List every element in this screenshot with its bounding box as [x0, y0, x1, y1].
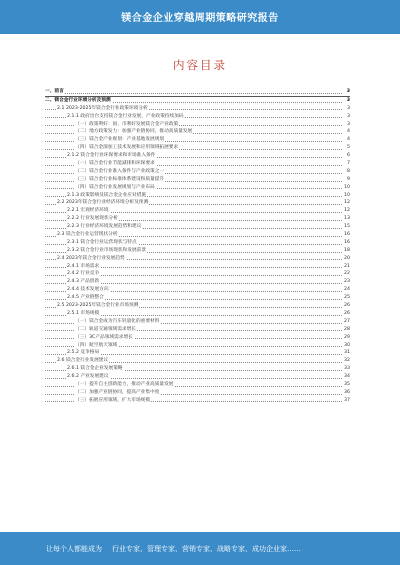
toc-entry-label: 2.4.5 产业链整合 — [67, 295, 104, 301]
toc-entry-page: 29 — [344, 334, 350, 340]
toc-entry[interactable] — [45, 247, 350, 255]
toc-entry-page: 23 — [344, 279, 350, 285]
toc-entry-label: 2.4.1 市场需求 — [67, 263, 100, 269]
toc-entry[interactable] — [45, 136, 350, 144]
toc-entry-page: 12 — [344, 200, 350, 206]
toc-entry[interactable] — [45, 334, 350, 342]
toc-entry[interactable] — [45, 349, 350, 357]
toc-entry-page: 30 — [344, 342, 350, 348]
toc-entry-page: 6 — [347, 153, 350, 159]
toc-entry-label: 2.2.3 行业经济环境发展趋势和建议 — [67, 224, 142, 230]
toc-entry-label: （四）镁合金行业发展规划与产业布局 — [75, 184, 155, 190]
toc-entry-page: 7 — [347, 161, 350, 167]
toc-entry-page: 18 — [344, 247, 350, 253]
toc-leader-dots — [45, 93, 342, 94]
toc-entry-label: 2.5.1 市场规模 — [67, 310, 100, 316]
toc-entry-label: 2.1.2 镁合金行业环保要求和市场准入条件 — [67, 153, 156, 159]
toc-entry-label: （四）镁合金深加工技术发展和应用领域拓展要求 — [75, 145, 179, 151]
toc-title: 内容目录 — [173, 58, 227, 72]
toc-entry-label: （二）轨道交通领域需求增长 — [75, 326, 136, 332]
toc-entry-label: 2.1.1 政府出台支持镁合金行业发展，产业政策持续加码 — [67, 113, 184, 119]
toc-entry-label: （一）镁合金行业节能减排和环保要求 — [75, 161, 155, 167]
toc-entry-page: 27 — [344, 318, 350, 324]
toc-entry-page: 22 — [344, 271, 350, 277]
toc-entry-label: 2.4.4 技术发展方向 — [67, 287, 109, 293]
toc-entry[interactable] — [45, 397, 350, 405]
toc-entry-label: 2.3.1 镁合金行业运营现状与特点 — [67, 239, 137, 245]
toc-entry-label: （一）镁合金成为汽车轻量化的重要材料 — [75, 318, 160, 324]
toc-entry[interactable] — [45, 310, 350, 318]
toc-entry[interactable] — [45, 113, 350, 121]
toc-entry-label: 2.6.2 产业发展建议 — [67, 374, 109, 380]
toc-entry-label: 2.6.1 镁合金企业发展策略 — [67, 366, 123, 372]
toc-entry[interactable] — [45, 278, 350, 286]
toc-entry[interactable] — [45, 144, 350, 152]
toc-entry-label: 一、前言 — [45, 89, 64, 94]
toc-entry-label: 2.5.2 竞争格局 — [67, 350, 100, 356]
toc-entry[interactable] — [45, 184, 350, 192]
toc-entry-label: 2.4.2 行业竞争 — [67, 271, 100, 277]
toc-entry[interactable] — [45, 231, 350, 239]
toc-entry-page: 16 — [344, 239, 350, 245]
toc-entry-page: 5 — [347, 145, 350, 151]
toc-entry-page: 25 — [344, 295, 350, 301]
toc-entry[interactable] — [45, 326, 350, 334]
toc-entry[interactable] — [45, 160, 350, 168]
footer-lead: 让每个人都能成为 — [46, 545, 102, 553]
toc-entry-page: 26 — [344, 303, 350, 309]
toc-entry-page: 28 — [344, 326, 350, 332]
toc-entry[interactable] — [45, 365, 350, 373]
toc-entry-page: 3 — [346, 89, 350, 94]
toc-entry[interactable] — [45, 302, 350, 310]
toc-entry-page: 10 — [344, 192, 350, 198]
toc-entry-page: 36 — [344, 389, 350, 395]
toc-entry-page: 37 — [344, 397, 350, 403]
toc-entry-page: 4 — [347, 129, 350, 135]
toc-entry[interactable] — [45, 270, 350, 278]
toc-entry-page: 26 — [344, 310, 350, 316]
toc-entry-label: 2.2.1 宏观经济环境 — [67, 208, 109, 214]
toc-entry[interactable] — [45, 168, 350, 176]
toc-entry[interactable] — [45, 286, 350, 294]
toc-entry[interactable] — [45, 96, 350, 105]
toc-entry[interactable] — [45, 294, 350, 302]
toc-entry[interactable] — [45, 152, 350, 160]
toc-entry-label: （三）3C产品领域需求增长 — [75, 334, 133, 340]
toc-entry[interactable] — [45, 88, 350, 96]
toc-entry[interactable] — [45, 255, 350, 263]
toc-entry[interactable] — [45, 381, 350, 389]
toc-entry-label: 2.5 2023-2025年镁合金行业市场预测 — [57, 303, 139, 309]
footer-roles: 行业专家、管理专家、营销专家、战略专家、成功企业家…… — [112, 545, 301, 553]
toc-entry-page: 16 — [344, 232, 350, 238]
toc-entry-label: 2.4 2023年镁合金行业发展趋势 — [57, 255, 125, 261]
toc-entry-page: 3 — [346, 97, 350, 103]
toc-entry-page: 10 — [344, 184, 350, 190]
toc-entry-page: 34 — [344, 374, 350, 380]
toc-entry-label: （三）拓展应用领域，扩大市场规模 — [75, 397, 151, 403]
toc-entry-label: （二）地方政策发力：加强产业链协同，推动高质量发展 — [75, 129, 193, 135]
report-title: 镁合金企业穿越周期策略研究报告 — [121, 13, 279, 24]
toc-entry[interactable] — [45, 373, 350, 381]
toc-entry-page: 21 — [344, 263, 350, 269]
toc-entry-label: 2.1 2023-2025年镁合金行业政策环境分析 — [57, 105, 148, 111]
toc-entry-page: 33 — [344, 366, 350, 372]
toc-entry[interactable] — [45, 199, 350, 207]
toc-entry-page: 13 — [344, 216, 350, 222]
footer-slogan — [46, 544, 301, 554]
toc-entry-page: 24 — [344, 287, 350, 293]
toc-entry-page: 8 — [347, 168, 350, 174]
toc-entry-page: 32 — [344, 358, 350, 364]
toc-entry-label: （三）镁合金产业规划：产业基地发展规划 — [75, 137, 165, 143]
table-of-contents — [45, 88, 350, 405]
toc-entry-label: 2.6 镁合金行业发展建议 — [57, 358, 109, 364]
toc-entry[interactable] — [45, 389, 350, 397]
toc-entry-label: （一）提升自主创新能力，推动产业高质量发展 — [75, 381, 174, 387]
toc-entry-label: 二、镁合金行业环境分析及预测 — [45, 97, 111, 103]
toc-entry[interactable] — [45, 207, 350, 215]
toc-entry-page: 15 — [344, 224, 350, 230]
toc-entry-label: 2.3 镁合金行业运营现状分析 — [57, 232, 118, 238]
toc-entry-page: 3 — [347, 105, 350, 111]
toc-entry[interactable] — [45, 192, 350, 200]
toc-entry-label: （一）政策利好：国、市利好发展镁合金产业政策 — [75, 121, 179, 127]
toc-entry-page: 35 — [344, 381, 350, 387]
toc-entry[interactable] — [45, 176, 350, 184]
toc-entry-label: 2.4.3 产品创新 — [67, 279, 100, 285]
toc-entry-label: （二）加强产业链协同，提高产业集中度 — [75, 389, 160, 395]
toc-entry-label: （二）镁合金行业准入条件与产业政策之一 — [75, 168, 165, 174]
toc-entry-page: 12 — [344, 208, 350, 214]
toc-entry-page: 4 — [347, 137, 350, 143]
toc-entry-page: 9 — [347, 176, 350, 182]
toc-entry-label: 2.2.2 行业发展现状分析 — [67, 216, 118, 222]
toc-entry-page: 20 — [344, 255, 350, 261]
toc-entry[interactable] — [45, 223, 350, 231]
toc-entry[interactable] — [45, 357, 350, 365]
toc-entry-label: 2.1.3 政策影响及镁合金企业应对措施 — [67, 192, 147, 198]
footer-bar — [0, 532, 400, 565]
header-bar — [0, 0, 400, 34]
toc-entry-label: 2.3.2 镁合金行业市场现状和发展前景 — [67, 247, 147, 253]
toc-entry[interactable] — [45, 263, 350, 271]
toc-entry[interactable] — [45, 215, 350, 223]
toc-entry-label: （四）航空航天领域 — [75, 342, 118, 348]
toc-entry[interactable] — [45, 318, 350, 326]
toc-entry[interactable] — [45, 239, 350, 247]
toc-entry[interactable] — [45, 121, 350, 129]
toc-entry[interactable] — [45, 105, 350, 113]
toc-entry-page: 31 — [344, 350, 350, 356]
toc-entry[interactable] — [45, 128, 350, 136]
toc-entry-label: 2.2 2023年镁合金行业经济环境分析及预测 — [57, 200, 149, 206]
toc-entry-page: 3 — [347, 113, 350, 119]
toc-entry[interactable] — [45, 342, 350, 350]
toc-entry-label: （三）镁合金行业标准体系建设和质量提升 — [75, 176, 165, 182]
toc-entry-page: 3 — [347, 121, 350, 127]
